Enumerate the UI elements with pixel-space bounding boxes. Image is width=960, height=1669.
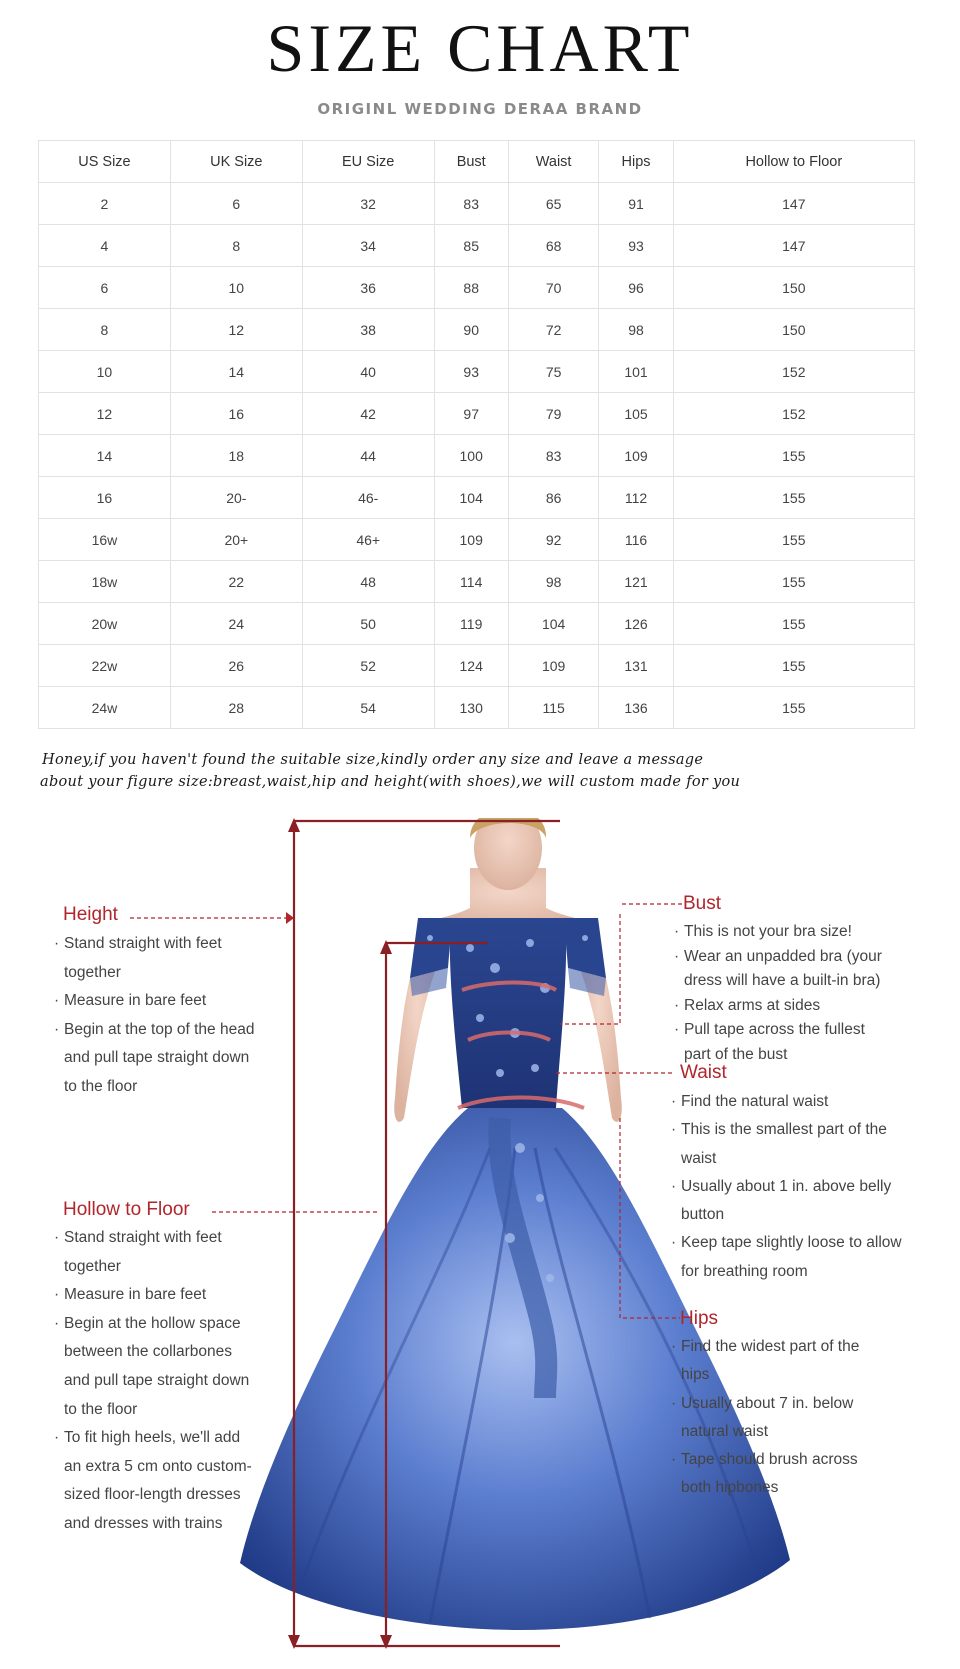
table-cell: 20- xyxy=(170,477,302,519)
table-cell: 96 xyxy=(599,267,673,309)
instruction-line: · To fit high heels, we'll add xyxy=(64,1429,241,1447)
table-row xyxy=(39,561,915,603)
column-header: Hips xyxy=(599,141,673,183)
instruction-line: · Tape should brush across xyxy=(681,1451,858,1469)
table-cell: 155 xyxy=(673,561,914,603)
instruction-line: · Begin at the top of the head xyxy=(64,1020,255,1038)
table-cell: 46- xyxy=(302,477,434,519)
table-row xyxy=(39,435,915,477)
instruction-item xyxy=(54,930,254,987)
table-cell: 48 xyxy=(302,561,434,603)
instruction-line: · Find the natural waist xyxy=(681,1093,829,1110)
column-header: Waist xyxy=(508,141,599,183)
custom-size-note-line2: about your figure size:breast,waist,hip and height(with shoes),we will custom made for you xyxy=(40,774,741,790)
table-cell: 147 xyxy=(673,225,914,267)
table-cell: 115 xyxy=(508,687,599,729)
instruction-item xyxy=(671,1088,902,1116)
table-cell: 42 xyxy=(302,393,434,435)
instruction-line: and dresses with trains xyxy=(64,1514,223,1532)
instruction-line: · Measure in bare feet xyxy=(64,1286,207,1304)
table-cell: 83 xyxy=(434,183,508,225)
instruction-item xyxy=(671,1116,902,1173)
instruction-line: · Stand straight with feet xyxy=(64,935,222,952)
table-row xyxy=(39,687,915,729)
table-cell: 105 xyxy=(599,393,673,435)
table-cell: 38 xyxy=(302,309,434,351)
table-cell: 98 xyxy=(599,309,673,351)
table-row xyxy=(39,309,915,351)
table-cell: 86 xyxy=(508,477,599,519)
table-cell: 16w xyxy=(39,519,171,561)
table-cell: 116 xyxy=(599,519,673,561)
table-row xyxy=(39,351,915,393)
table-cell: 24 xyxy=(170,603,302,645)
table-row xyxy=(39,477,915,519)
instruction-line: together xyxy=(64,1257,121,1275)
table-cell: 124 xyxy=(434,645,508,687)
table-cell: 34 xyxy=(302,225,434,267)
table-cell: 52 xyxy=(302,645,434,687)
hollow-to-floor-title: Hollow to Floor xyxy=(63,1199,190,1220)
table-cell: 155 xyxy=(673,645,914,687)
instruction-line: · This is the smallest part of the xyxy=(681,1121,887,1139)
brand-subtitle: ORIGINL WEDDING DERAA BRAND xyxy=(317,100,643,118)
hips-instructions xyxy=(671,1333,859,1503)
table-cell: 155 xyxy=(673,603,914,645)
table-cell: 109 xyxy=(508,645,599,687)
instruction-line: to the floor xyxy=(64,1077,138,1095)
table-cell: 152 xyxy=(673,351,914,393)
instruction-line: sized floor-length dresses xyxy=(64,1486,241,1504)
table-cell: 36 xyxy=(302,267,434,309)
instruction-line: · This is not your bra size! xyxy=(684,923,852,940)
table-cell: 18w xyxy=(39,561,171,603)
table-cell: 10 xyxy=(170,267,302,309)
instruction-item xyxy=(54,1016,254,1102)
instruction-line: part of the bust xyxy=(684,1045,788,1063)
table-cell: 88 xyxy=(434,267,508,309)
column-header: US Size xyxy=(39,141,171,183)
table-cell: 104 xyxy=(434,477,508,519)
instruction-item xyxy=(671,1173,902,1230)
table-cell: 40 xyxy=(302,351,434,393)
height-instructions xyxy=(54,930,254,1102)
table-cell: 22 xyxy=(170,561,302,603)
table-cell: 92 xyxy=(508,519,599,561)
table-cell: 6 xyxy=(170,183,302,225)
table-cell: 10 xyxy=(39,351,171,393)
table-cell: 68 xyxy=(508,225,599,267)
column-header: EU Size xyxy=(302,141,434,183)
instruction-line: · Stand straight with feet xyxy=(64,1229,222,1246)
table-cell: 152 xyxy=(673,393,914,435)
table-cell: 131 xyxy=(599,645,673,687)
table-body xyxy=(39,183,915,729)
table-cell: 136 xyxy=(599,687,673,729)
instruction-line: · Usually about 1 in. above belly xyxy=(681,1177,892,1195)
column-header: Bust xyxy=(434,141,508,183)
instruction-line: button xyxy=(681,1206,725,1224)
table-cell: 20+ xyxy=(170,519,302,561)
table-cell: 8 xyxy=(170,225,302,267)
bust-title: Bust xyxy=(683,893,722,914)
table-row xyxy=(39,393,915,435)
instruction-item xyxy=(674,945,882,994)
instruction-item xyxy=(54,1310,252,1424)
table-cell: 54 xyxy=(302,687,434,729)
instruction-line: between the collarbones xyxy=(64,1343,233,1361)
table-cell: 155 xyxy=(673,435,914,477)
column-header: Hollow to Floor xyxy=(673,141,914,183)
table-cell: 101 xyxy=(599,351,673,393)
table-cell: 12 xyxy=(39,393,171,435)
table-cell: 114 xyxy=(434,561,508,603)
table-cell: 75 xyxy=(508,351,599,393)
table-cell: 32 xyxy=(302,183,434,225)
custom-size-note-line1: Honey,if you haven't found the suitable size,kindly order any size and leave a message xyxy=(42,752,704,768)
table-cell: 112 xyxy=(599,477,673,519)
hollow-to-floor-instructions xyxy=(54,1224,252,1539)
table-header-row xyxy=(39,141,915,183)
column-header: UK Size xyxy=(170,141,302,183)
table-cell: 8 xyxy=(39,309,171,351)
table-cell: 14 xyxy=(39,435,171,477)
height-title: Height xyxy=(63,904,118,925)
instruction-item xyxy=(671,1229,902,1286)
instruction-line: · Usually about 7 in. below xyxy=(681,1394,854,1412)
waist-title: Waist xyxy=(680,1062,727,1083)
table-cell: 83 xyxy=(508,435,599,477)
table-cell: 20w xyxy=(39,603,171,645)
waist-instructions xyxy=(671,1088,902,1286)
table-cell: 109 xyxy=(599,435,673,477)
instruction-line: for breathing room xyxy=(681,1262,808,1280)
instruction-line: hips xyxy=(681,1366,710,1384)
table-row xyxy=(39,267,915,309)
page-title: SIZE CHART xyxy=(266,10,694,86)
instruction-line: · Relax arms at sides xyxy=(684,996,821,1014)
table-cell: 97 xyxy=(434,393,508,435)
instruction-item xyxy=(671,1390,859,1447)
table-cell: 91 xyxy=(599,183,673,225)
table-cell: 70 xyxy=(508,267,599,309)
instruction-line: together xyxy=(64,963,121,981)
instruction-item xyxy=(674,994,882,1019)
instruction-line: · Wear an unpadded bra (your xyxy=(684,947,882,965)
table-row xyxy=(39,603,915,645)
instruction-item xyxy=(671,1333,859,1390)
table-cell: 16 xyxy=(170,393,302,435)
table-cell: 46+ xyxy=(302,519,434,561)
table-cell: 79 xyxy=(508,393,599,435)
instruction-line: waist xyxy=(681,1149,717,1167)
table-cell: 90 xyxy=(434,309,508,351)
instruction-item xyxy=(674,920,882,945)
table-row xyxy=(39,183,915,225)
table-cell: 109 xyxy=(434,519,508,561)
table-cell: 93 xyxy=(434,351,508,393)
instruction-line: and pull tape straight down xyxy=(64,1371,250,1389)
table-cell: 28 xyxy=(170,687,302,729)
instruction-item xyxy=(674,1018,882,1067)
instruction-line: · Pull tape across the fullest xyxy=(684,1021,865,1038)
size-table xyxy=(38,140,915,729)
table-cell: 98 xyxy=(508,561,599,603)
table-cell: 4 xyxy=(39,225,171,267)
instruction-line: · Measure in bare feet xyxy=(64,992,207,1010)
table-cell: 155 xyxy=(673,477,914,519)
instruction-line: an extra 5 cm onto custom- xyxy=(64,1457,252,1475)
table-cell: 12 xyxy=(170,309,302,351)
table-cell: 2 xyxy=(39,183,171,225)
measurement-guide xyxy=(0,818,960,1669)
instruction-line: · Begin at the hollow space xyxy=(64,1314,241,1332)
instruction-line: both hipbones xyxy=(681,1479,779,1497)
table-row xyxy=(39,225,915,267)
instruction-line: and pull tape straight down xyxy=(64,1049,250,1067)
table-cell: 126 xyxy=(599,603,673,645)
table-cell: 155 xyxy=(673,687,914,729)
table-cell: 121 xyxy=(599,561,673,603)
table-cell: 65 xyxy=(508,183,599,225)
instruction-item xyxy=(54,987,254,1016)
table-cell: 119 xyxy=(434,603,508,645)
instruction-line: · Find the widest part of the xyxy=(681,1338,860,1355)
table-cell: 50 xyxy=(302,603,434,645)
instruction-item xyxy=(671,1446,859,1503)
instruction-item xyxy=(54,1224,252,1281)
instruction-line: · Keep tape slightly loose to allow xyxy=(681,1234,902,1252)
table-cell: 150 xyxy=(673,267,914,309)
table-cell: 22w xyxy=(39,645,171,687)
table-cell: 104 xyxy=(508,603,599,645)
table-cell: 26 xyxy=(170,645,302,687)
table-row xyxy=(39,645,915,687)
instruction-line: to the floor xyxy=(64,1400,138,1418)
table-cell: 100 xyxy=(434,435,508,477)
instruction-line: dress will have a built-in bra) xyxy=(684,972,881,989)
table-cell: 16 xyxy=(39,477,171,519)
table-cell: 150 xyxy=(673,309,914,351)
instruction-item xyxy=(54,1281,252,1310)
table-cell: 6 xyxy=(39,267,171,309)
table-cell: 24w xyxy=(39,687,171,729)
table-cell: 155 xyxy=(673,519,914,561)
table-cell: 14 xyxy=(170,351,302,393)
table-cell: 130 xyxy=(434,687,508,729)
table-row xyxy=(39,519,915,561)
table-cell: 18 xyxy=(170,435,302,477)
table-cell: 85 xyxy=(434,225,508,267)
bust-instructions xyxy=(674,920,882,1067)
instruction-line: natural waist xyxy=(681,1422,769,1440)
table-cell: 147 xyxy=(673,183,914,225)
table-cell: 44 xyxy=(302,435,434,477)
table-cell: 93 xyxy=(599,225,673,267)
hips-title: Hips xyxy=(680,1308,719,1329)
instruction-item xyxy=(54,1424,252,1538)
table-cell: 72 xyxy=(508,309,599,351)
